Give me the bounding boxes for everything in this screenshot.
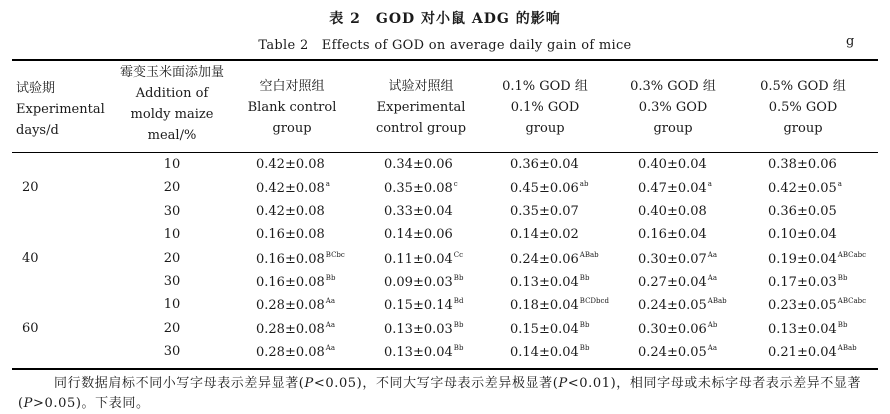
addition-cell: 20 (163, 180, 181, 195)
header-blank-control: 空白对照组 Blank control group (247, 79, 337, 136)
significance-mark: BCDbcd (579, 297, 609, 305)
cell-value: 0.24±0.05 (638, 298, 707, 313)
addition-cell: 30 (163, 204, 181, 219)
table-cell (384, 204, 453, 219)
cell-value: 0.35±0.08 (384, 181, 453, 196)
cell-value: 0.13±0.04 (384, 345, 453, 360)
addition-cell: 10 (163, 297, 181, 312)
cell-value: 0.16±0.08 (256, 252, 325, 267)
table-cell (384, 227, 453, 242)
cell-value: 0.28±0.08 (256, 322, 325, 337)
cell-value: 0.27±0.04 (638, 275, 707, 290)
cell-value: 0.47±0.04 (638, 181, 707, 196)
cell-value: 0.30±0.06 (638, 322, 707, 337)
addition-cell: 30 (163, 344, 181, 359)
cell-value: 0.42±0.08 (256, 204, 325, 219)
table-cell (510, 321, 589, 337)
table-cell (384, 157, 453, 172)
cell-value: 0.13±0.04 (768, 322, 837, 337)
cell-value: 0.42±0.08 (256, 181, 325, 196)
cell-value: 0.30±0.07 (638, 252, 707, 267)
header-god-05: 0.5% GOD 组 0.5% GOD group (760, 79, 846, 136)
cell-value: 0.45±0.06 (510, 181, 579, 196)
significance-mark: Cc (453, 251, 464, 259)
table-cell (638, 297, 727, 313)
significance-mark: Bb (837, 321, 848, 329)
cell-value: 0.14±0.06 (384, 227, 453, 242)
significance-mark: c (453, 180, 458, 188)
cell-value: 0.17±0.03 (768, 275, 837, 290)
table-cell (768, 180, 842, 196)
header-god-03: 0.3% GOD 组 0.3% GOD group (630, 79, 716, 136)
significance-mark: Aa (707, 251, 718, 259)
header-experimental-control: 试验对照组 Experimental control group (375, 79, 467, 136)
table-cell (768, 297, 866, 313)
table-cell (768, 204, 837, 219)
table-cell (256, 251, 345, 267)
table-cell (768, 274, 847, 290)
cell-value: 0.36±0.05 (768, 204, 837, 219)
significance-mark: Bb (837, 274, 848, 282)
table-cell (768, 344, 857, 360)
significance-mark: Ab (707, 321, 718, 329)
footnote: 同行数据肩标不同小写字母表示差异显著(P<0.05)，不同大写字母表示差异极显著(P<0.01)，相同字母或未标字母者表示差异不显著(P>0.05)。下表同。 (18, 376, 862, 411)
table-cell (768, 157, 837, 172)
table-cell (384, 180, 458, 196)
significance-mark: Bb (453, 274, 464, 282)
table-cell (256, 344, 335, 360)
addition-cell: 20 (163, 251, 181, 266)
addition-cell: 30 (163, 274, 181, 289)
cell-value: 0.28±0.08 (256, 345, 325, 360)
table-cell (510, 274, 589, 290)
significance-mark: ABCabc (837, 251, 867, 259)
cell-value: 0.33±0.04 (384, 204, 453, 219)
table-cell (510, 344, 589, 360)
significance-mark: a (707, 180, 712, 188)
significance-mark: Bb (579, 274, 590, 282)
cell-value: 0.14±0.02 (510, 227, 579, 242)
significance-mark: ABab (707, 297, 727, 305)
cell-value: 0.40±0.04 (638, 157, 707, 172)
table-cell (638, 227, 707, 242)
table-cell (638, 204, 707, 219)
cell-value: 0.13±0.03 (384, 322, 453, 337)
table-cell (510, 227, 579, 242)
cell-value: 0.16±0.08 (256, 275, 325, 290)
table-cell (638, 344, 717, 360)
top-rule (12, 59, 878, 61)
significance-mark: ABab (579, 251, 599, 259)
cell-value: 0.18±0.04 (510, 298, 579, 313)
significance-mark: ab (579, 180, 589, 188)
significance-mark: BCbc (325, 251, 345, 259)
table-cell (768, 321, 847, 337)
table-cell (510, 297, 609, 313)
table-cell (384, 297, 463, 313)
table-cell (768, 227, 837, 242)
cell-value: 0.42±0.08 (256, 157, 325, 172)
table-cell (384, 274, 463, 290)
cell-value: 0.11±0.04 (384, 252, 453, 267)
table-cell (510, 180, 588, 196)
cell-value: 0.24±0.06 (510, 252, 579, 267)
cell-value: 0.28±0.08 (256, 298, 325, 313)
period-cell: 60 (22, 321, 39, 336)
significance-mark: a (325, 180, 330, 188)
table-cell (638, 321, 717, 337)
period-cell: 20 (22, 180, 39, 195)
cell-value: 0.34±0.06 (384, 157, 453, 172)
addition-cell: 20 (163, 321, 181, 336)
cell-value: 0.19±0.04 (768, 252, 837, 267)
period-cell: 40 (22, 251, 39, 266)
cell-value: 0.16±0.04 (638, 227, 707, 242)
cell-value: 0.13±0.04 (510, 275, 579, 290)
significance-mark: Bb (579, 344, 590, 352)
significance-mark: Aa (707, 274, 718, 282)
significance-mark: Aa (325, 321, 336, 329)
table-cell (384, 344, 463, 360)
table-cell (384, 251, 463, 267)
addition-cell: 10 (163, 227, 181, 242)
cell-value: 0.21±0.04 (768, 345, 837, 360)
cell-value: 0.36±0.04 (510, 157, 579, 172)
cell-value: 0.10±0.04 (768, 227, 837, 242)
table-cell (256, 321, 335, 337)
bottom-rule (12, 368, 878, 370)
significance-mark: Bb (453, 344, 464, 352)
header-addition: 霉变玉米面添加量 Addition of moldy maize meal/% (119, 65, 224, 143)
cell-value: 0.35±0.07 (510, 204, 579, 219)
table-cell (256, 297, 335, 313)
table-cell (638, 251, 717, 267)
cell-value: 0.42±0.05 (768, 181, 837, 196)
cell-value: 0.24±0.05 (638, 345, 707, 360)
table-cell (510, 157, 579, 172)
significance-mark: Bb (579, 321, 590, 329)
header-period: 试验期 Experimental days/d (16, 81, 105, 138)
table-cell (256, 180, 330, 196)
table-title-en: Table 2 Effects of GOD on average daily gain of mice (258, 38, 632, 53)
cell-value: 0.14±0.04 (510, 345, 579, 360)
significance-mark: Bb (325, 274, 336, 282)
header-god-01: 0.1% GOD 组 0.1% GOD group (502, 79, 588, 136)
significance-mark: Aa (325, 344, 336, 352)
table-cell (510, 251, 599, 267)
significance-mark: Bd (453, 297, 464, 305)
addition-cell: 10 (163, 157, 181, 172)
significance-mark: a (837, 180, 842, 188)
table-cell (638, 180, 712, 196)
table-cell (768, 251, 866, 267)
table-cell (638, 274, 717, 290)
table-cell (256, 227, 325, 242)
header-rule (12, 152, 878, 153)
table-cell (256, 204, 325, 219)
significance-mark: Bb (453, 321, 464, 329)
significance-mark: ABab (837, 344, 857, 352)
unit-label: g (846, 34, 855, 49)
table-cell (384, 321, 463, 337)
table-title-cn: 表 2 GOD 对小鼠 ADG 的影响 (329, 11, 561, 27)
cell-value: 0.15±0.14 (384, 298, 453, 313)
cell-value: 0.40±0.08 (638, 204, 707, 219)
cell-value: 0.38±0.06 (768, 157, 837, 172)
cell-value: 0.23±0.05 (768, 298, 837, 313)
table-cell (256, 157, 325, 172)
significance-mark: ABCabc (837, 297, 867, 305)
cell-value: 0.15±0.04 (510, 322, 579, 337)
significance-mark: Aa (325, 297, 336, 305)
table-cell (510, 204, 579, 219)
table-cell (256, 274, 335, 290)
cell-value: 0.09±0.03 (384, 275, 453, 290)
significance-mark: Aa (707, 344, 718, 352)
table-cell (638, 157, 707, 172)
cell-value: 0.16±0.08 (256, 227, 325, 242)
